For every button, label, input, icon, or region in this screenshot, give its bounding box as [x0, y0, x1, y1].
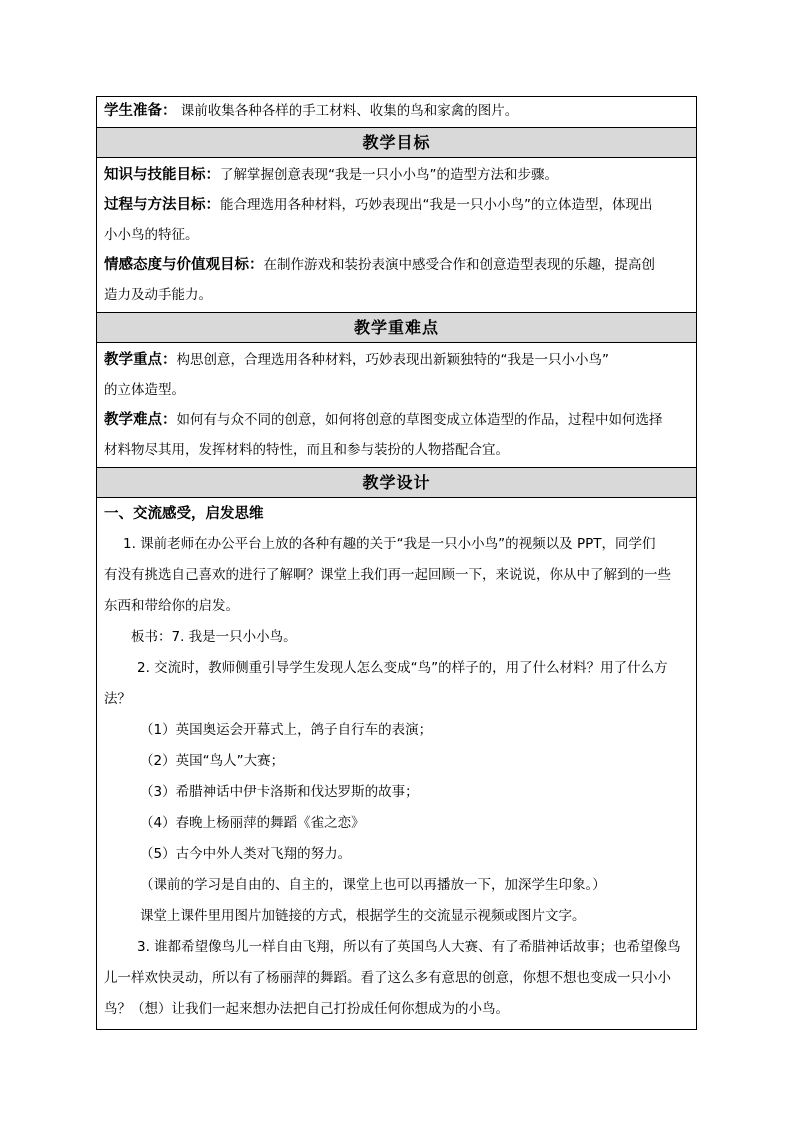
design-note-2: 课堂上课件里用图片加链接的方式，根据学生的交流显示视频或图片文字。	[140, 908, 586, 924]
design-header-row	[97, 468, 697, 498]
process-goal-label: 过程与方法目标：	[104, 197, 220, 213]
process-goal-text-2: 小小鸟的特征。	[104, 227, 199, 243]
difficulty-text-1: 如何有与众不同的创意，如何将创意的草图变成立体造型的作品，过程中如何选择	[176, 412, 663, 428]
focus-text-2: 的立体造型。	[104, 382, 185, 398]
design-list-item-2: （2）英国“鸟人”大赛；	[140, 753, 285, 769]
goals-row	[97, 158, 697, 313]
student-prep-text: 课前收集各种各样的手工材料、收集的鸟和家禽的图片。	[180, 103, 519, 119]
emotion-goal-label: 情感态度与价值观目标：	[104, 257, 264, 273]
student-prep-label: 学生准备：	[104, 103, 177, 119]
design-section-title: 一、交流感受，启发思维	[104, 506, 264, 522]
design-board-text: 板书：7. 我是一只小小鸟。	[131, 629, 297, 645]
knowledge-goal-text: 了解掌握创意表现“我是一只小小鸟”的造型方法和步骤。	[220, 167, 558, 183]
design-list-item-4: （4）春晚上杨丽萍的舞蹈《雀之恋》	[140, 815, 365, 831]
design-p1-line1: 1. 课前老师在办公平台上放的各种有趣的关于“我是一只小小鸟”的视频以及 PPT，同学们	[123, 536, 656, 552]
key-points-header: 教学重难点	[97, 313, 697, 343]
design-cell	[97, 498, 697, 1030]
design-header: 教学设计	[97, 468, 697, 498]
goals-header-row	[97, 128, 697, 158]
focus-label: 教学重点：	[104, 352, 177, 368]
design-note-1: （课前的学习是自由的、自主的，课堂上也可以再播放一下，加深学生印象。）	[140, 877, 606, 893]
design-list-item-3: （3）希腊神话中伊卡洛斯和伐达罗斯的故事；	[140, 784, 419, 800]
design-p1-line3: 东西和带给你的启发。	[104, 598, 239, 614]
key-points-cell	[97, 343, 697, 468]
goals-header: 教学目标	[97, 128, 697, 158]
design-p3-line3: 鸟？（想）让我们一起来想办法把自己打扮成任何你想成为的小鸟。	[104, 1001, 509, 1017]
difficulty-text-2: 材料物尽其用，发挥材料的特性，而且和参与装扮的人物搭配合宜。	[104, 442, 509, 458]
student-prep-cell	[97, 97, 697, 128]
key-points-row	[97, 343, 697, 468]
lesson-plan-table	[96, 96, 697, 1030]
difficulty-label: 教学难点：	[104, 412, 177, 428]
design-p3-line1: 3. 谁都希望像鸟儿一样自由飞翔，所以有了英国鸟人大赛、有了希腊神话故事；也希望像鸟	[137, 939, 681, 955]
design-list-item-5: （5）古今中外人类对飞翔的努力。	[140, 846, 352, 862]
process-goal-text-1: 能合理选用各种材料，巧妙表现出“我是一只小小鸟”的立体造型，体现出	[220, 197, 653, 213]
design-p1-line2: 有没有挑选自己喜欢的进行了解啊？课堂上我们再一起回顾一下，来说说，你从中了解到的一些	[104, 567, 671, 583]
design-p3-line2: 儿一样欢快灵动，所以有了杨丽萍的舞蹈。看了这么多有意思的创意，你想不想也变成一只小小	[104, 970, 671, 986]
key-points-header-row	[97, 313, 697, 343]
design-p2-line1: 2. 交流时，教师侧重引导学生发现人怎么变成“鸟”的样子的，用了什么材料？用了什么方	[137, 660, 668, 676]
goals-cell	[97, 158, 697, 313]
design-row	[97, 498, 697, 1030]
emotion-goal-text-2: 造力及动手能力。	[104, 287, 212, 303]
focus-text-1: 构思创意，合理选用各种材料，巧妙表现出新颖独特的“我是一只小小鸟”	[176, 352, 609, 368]
design-list-item-1: （1）英国奥运会开幕式上，鸽子自行车的表演；	[140, 722, 433, 738]
knowledge-goal-label: 知识与技能目标：	[104, 167, 220, 183]
student-prep-row	[97, 97, 697, 128]
lesson-plan-page	[96, 96, 697, 1030]
emotion-goal-text-1: 在制作游戏和装扮表演中感受合作和创意造型表现的乐趣，提高创	[263, 257, 655, 273]
design-p2-line2: 法？	[104, 691, 131, 707]
